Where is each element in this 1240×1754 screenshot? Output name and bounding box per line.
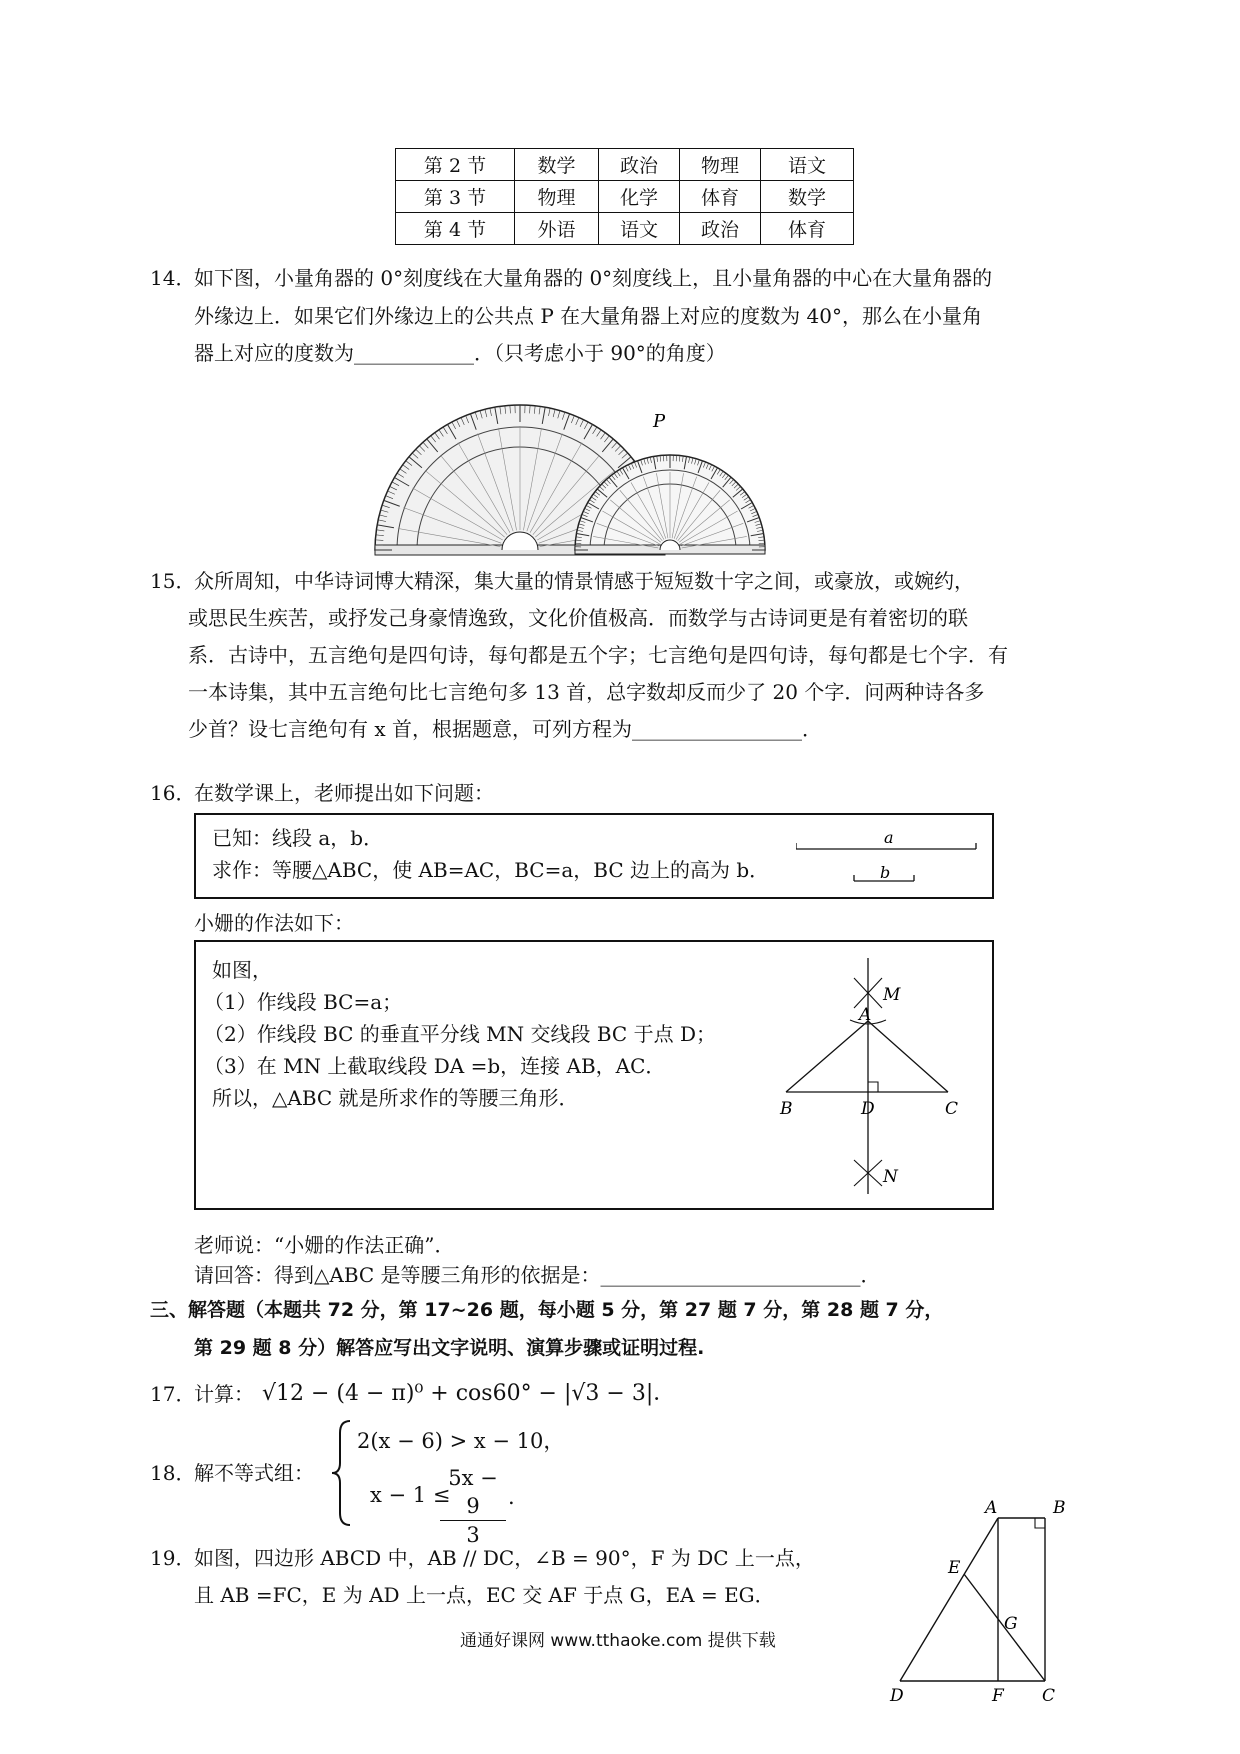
segment-b-label: b xyxy=(880,863,891,882)
inequality-2-end: . xyxy=(508,1485,515,1509)
left-brace-icon xyxy=(328,1417,356,1529)
question-number: 14． xyxy=(150,266,196,290)
schedule-table xyxy=(395,148,854,245)
segment-a-label: a xyxy=(884,828,894,847)
quadrilateral-figure xyxy=(870,1495,1070,1705)
label-g: G xyxy=(1004,1614,1018,1634)
label-a: A xyxy=(985,1498,998,1518)
table-cell: 政治 xyxy=(599,149,680,181)
question-label: 解不等式组： xyxy=(194,1461,314,1485)
question-label: 计算： xyxy=(194,1382,254,1406)
question-number: 16． xyxy=(150,781,196,805)
question-text: 在数学课上，老师提出如下问题： xyxy=(194,781,494,805)
label-e: E xyxy=(948,1558,961,1578)
table-cell: 语文 xyxy=(599,213,680,245)
question-text: 且 AB =FC，E 为 AD 上一点，EC 交 AF 于点 G，EA = EG． xyxy=(194,1583,775,1607)
label-c: C xyxy=(1042,1686,1056,1705)
point-p-label: P xyxy=(653,411,666,432)
question-prompt: 请回答：得到△ABC 是等腰三角形的依据是：__________________________． xyxy=(194,1263,881,1287)
fraction xyxy=(440,1464,506,1549)
table-cell: 化学 xyxy=(599,181,680,213)
label-a: A xyxy=(859,1005,872,1025)
label-c: C xyxy=(945,1099,959,1119)
fraction-denominator: 3 xyxy=(466,1523,480,1547)
question-text: 外缘边上．如果它们外缘边上的公共点 P 在大量角器上对应的度数为 40°，那么在小量角 xyxy=(194,304,982,328)
table-cell: 外语 xyxy=(515,213,599,245)
label-n: N xyxy=(883,1167,898,1187)
label-d: D xyxy=(861,1099,875,1119)
method-box xyxy=(194,940,994,1210)
problem-box xyxy=(194,813,994,899)
method-step: （3）在 MN 上截取线段 DA =b，连接 AB，AC． xyxy=(204,1054,666,1078)
question-number: 15． xyxy=(150,569,196,593)
question-number: 17． xyxy=(150,1382,196,1406)
inequality-2-left: x − 1 ≤ xyxy=(370,1483,451,1507)
question-number: 19． xyxy=(150,1546,196,1570)
given-text: 已知：线段 a，b． xyxy=(212,826,384,850)
method-step: 如图， xyxy=(212,958,272,982)
table-cell: 数学 xyxy=(515,149,599,181)
table-cell: 物理 xyxy=(680,149,761,181)
label-f: F xyxy=(992,1686,1004,1705)
table-row xyxy=(396,213,854,245)
inequality-1: 2(x − 6) > x − 10， xyxy=(357,1429,565,1453)
question-number: 18． xyxy=(150,1461,196,1485)
teacher-remark: 老师说：“小姗的作法正确”． xyxy=(194,1233,455,1257)
task-text: 求作：等腰△ABC，使 AB=AC，BC=a，BC 边上的高为 b． xyxy=(212,858,770,882)
table-cell: 物理 xyxy=(515,181,599,213)
segments-figure xyxy=(796,823,981,893)
method-step: （2）作线段 BC 的垂直平分线 MN 交线段 BC 于点 D； xyxy=(204,1022,716,1046)
table-row xyxy=(396,149,854,181)
section-subtitle: 第 29 题 8 分）解答应写出文字说明、演算步骤或证明过程. xyxy=(194,1337,705,1359)
table-cell: 语文 xyxy=(761,149,854,181)
question-text: 或思民生疾苦，或抒发己身豪情逸致，文化价值极高．而数学与古诗词更是有着密切的联 xyxy=(188,606,968,630)
label-b: B xyxy=(780,1099,793,1119)
table-cell: 第 2 节 xyxy=(396,149,515,181)
table-cell: 体育 xyxy=(680,181,761,213)
construction-figure xyxy=(756,950,966,1200)
label-d: D xyxy=(890,1686,904,1705)
method-step: 所以，△ABC 就是所求作的等腰三角形． xyxy=(212,1086,579,1110)
question-text: 如下图，小量角器的 0°刻度线在大量角器的 0°刻度线上，且小量角器的中心在大量角器的 xyxy=(194,266,993,290)
fraction-numerator: 5x − 9 xyxy=(440,1464,506,1521)
question-text: 器上对应的度数为____________．（只考虑小于 90°的角度） xyxy=(194,341,726,365)
page-footer: 通通好课网 www.tthaoke.com 提供下载 xyxy=(460,1631,776,1651)
question-text: 系．古诗中，五言绝句是四句诗，每句都是五个字；七言绝句是四句诗，每句都是七个字．有 xyxy=(188,643,1008,667)
table-row xyxy=(396,181,854,213)
question-text: 少首？设七言绝句有 x 首，根据题意，可列方程为_________________． xyxy=(188,717,822,741)
section-title: 三、解答题（本题共 72 分，第 17~26 题，每小题 5 分，第 27 题 7 分，第 28 题 7 分， xyxy=(150,1299,944,1321)
table-cell: 数学 xyxy=(761,181,854,213)
question-text: 一本诗集，其中五言绝句比七言绝句多 13 首，总字数却反而少了 20 个字．问两种诗各多 xyxy=(188,680,985,704)
table-cell: 体育 xyxy=(761,213,854,245)
table-cell: 政治 xyxy=(680,213,761,245)
math-expression: √12 − (4 − π)⁰ + cos60° − |√3 − 3|． xyxy=(262,1381,676,1406)
table-cell: 第 4 节 xyxy=(396,213,515,245)
label-b: B xyxy=(1053,1498,1066,1518)
table-cell: 第 3 节 xyxy=(396,181,515,213)
method-step: （1）作线段 BC=a； xyxy=(204,990,403,1014)
protractor-figure xyxy=(370,375,810,557)
question-text: 众所周知，中华诗词博大精深，集大量的情景情感于短短数十字之间，或豪放，或婉约， xyxy=(194,569,974,593)
label-m: M xyxy=(883,985,901,1005)
question-text: 如图，四边形 ABCD 中，AB // DC，∠B = 90°，F 为 DC 上一点， xyxy=(194,1546,815,1570)
method-title: 小姗的作法如下： xyxy=(194,911,354,935)
